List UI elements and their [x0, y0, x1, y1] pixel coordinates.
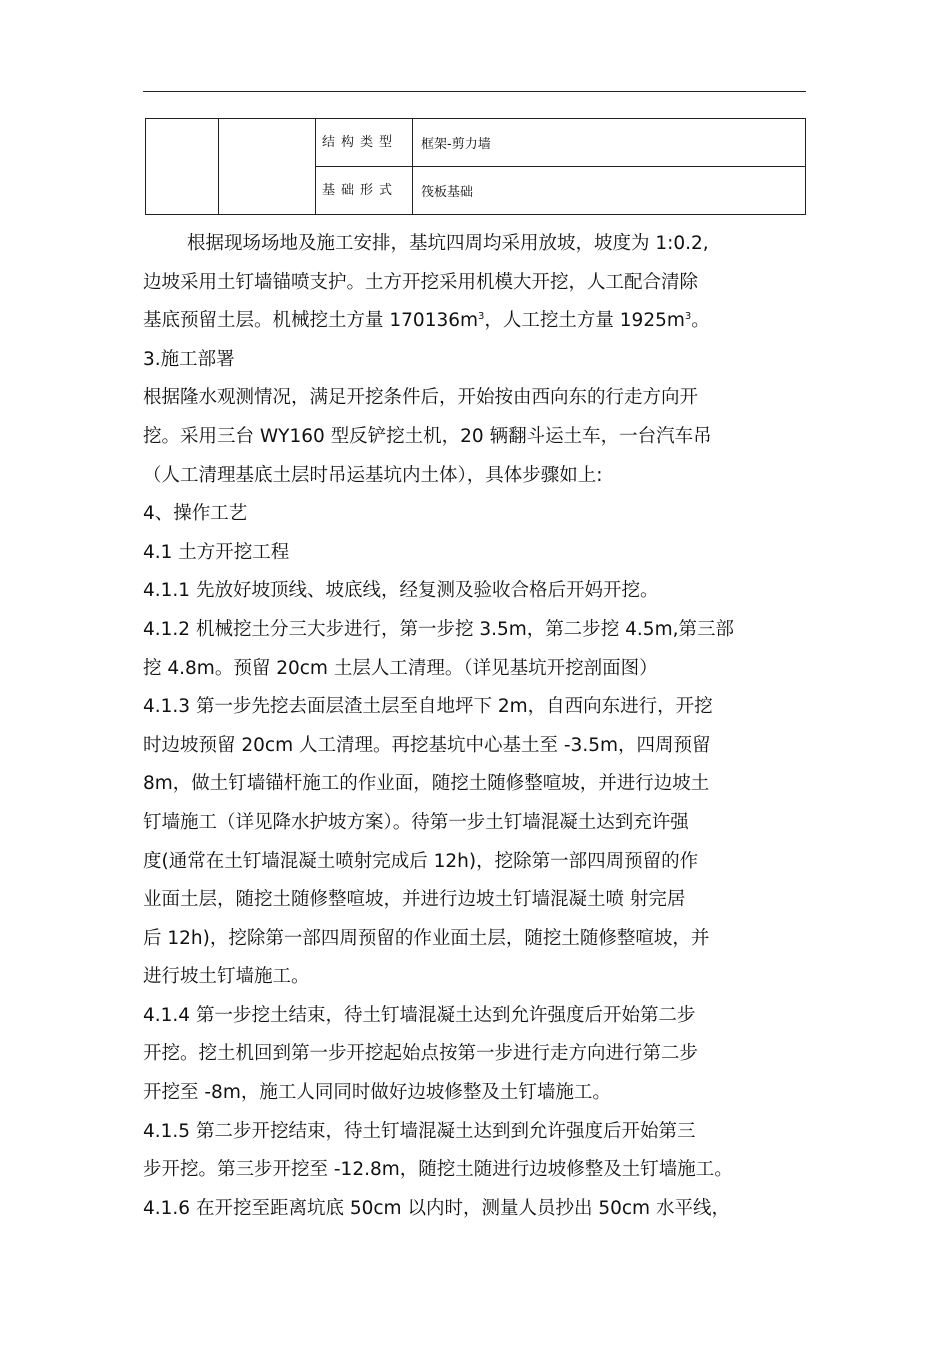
paragraph-line: （人工清理基底土层时吊运基坑内土体），具体步骤如上:: [143, 464, 603, 486]
section-heading: 4、操作工艺: [143, 503, 248, 525]
paragraph-line: 4.1.5 第二步开挖结束，待土钉墙混凝土达到到允许强度后开始第三: [143, 1120, 696, 1142]
paragraph-line: 4.1.6 在开挖至距离坑底 50cm 以内时，测量人员抄出 50cm 水平线，: [143, 1197, 730, 1219]
paragraph-line: 度(通常在土钉墙混凝土喷射完成后 12h)，挖除第一部四周预留的作: [143, 850, 699, 872]
paragraph-line: 根据隆水观测情况，满足开挖条件后，开始按由西向东的行走方向开: [143, 387, 699, 409]
paragraph-line: 4.1.2 机械挖土分三大步进行，第一步挖 3.5m，第二步挖 4.5m,第三部: [143, 618, 734, 640]
table-row: [146, 119, 806, 167]
paragraph-line: 挖。采用三台 WY160 型反铲挖土机，20 辆翻斗运土车，一台汽车吊: [143, 425, 712, 447]
paragraph-line: 后 12h)，挖除第一部四周预留的作业面土层，随挖土随修整喧坡，并: [143, 927, 710, 949]
text-segment: 基底预留土层。机械挖土方量 170136m: [143, 310, 479, 332]
empty-cell: [146, 119, 219, 215]
paragraph-line-earthwork-volume: [143, 302, 808, 341]
superscript: 3: [684, 311, 692, 323]
table-value-foundation-type: 筏板基础: [413, 167, 806, 215]
paragraph-line: 边坡采用土钉墙锚喷支护。土方开挖采用机模大开挖，人工配合清除: [143, 271, 699, 293]
document-body: [143, 225, 808, 1228]
paragraph-line: 步开挖。第三步开挖至 -12.8m，随挖土随进行边坡修整及土钉墙施工。: [143, 1159, 733, 1181]
table-value-structure-type: 框架-剪力墙: [413, 119, 806, 167]
table-label-foundation-type: 基础形式: [316, 167, 413, 215]
section-heading: 3.施工部署: [143, 348, 235, 370]
paragraph-line: 挖 4.8m。预留 20cm 土层人工清理。（详见基坑开挖剖面图）: [143, 657, 658, 679]
paragraph-line: 钉墙施工（详见降水护坡方案）。待第一步土钉墙混凝土达到充许强: [143, 811, 689, 833]
header-rule: [143, 91, 806, 92]
paragraph-line: 4.1.1 先放好坡顶线、坡底线，经复测及验收合格后开妈开挖。: [143, 580, 659, 602]
text-segment: ，人工挖土方量 1925m: [484, 310, 685, 332]
empty-cell: [219, 119, 316, 215]
superscript: 3: [478, 311, 485, 323]
paragraph-line: 4.1.3 第一步先挖去面层渣土层至自地坪下 2m，自西向东进行，开挖: [143, 696, 713, 718]
paragraph-line: 4.1.4 第一步挖土结束，待土钉墙混凝土达到允许强度后开始第二步: [143, 1004, 696, 1026]
paragraph-line: 根据现场场地及施工安排，基坑四周均采用放坡，坡度为 1:0.2,: [187, 233, 709, 254]
section-heading: 4.1 土方开挖工程: [143, 541, 290, 563]
table-label-structure-type: 结构类型: [316, 119, 413, 167]
project-info-table: [145, 118, 806, 215]
paragraph-line: 8m，做土钉墙锚杆施工的作业面，随挖土随修整喧坡，并进行边坡土: [143, 773, 710, 795]
paragraph-line: 业面土层，随挖土随修整喧坡，并进行边坡土钉墙混凝土喷 射完居: [143, 889, 686, 911]
paragraph-line: 进行坡土钉墙施工。: [143, 966, 310, 988]
paragraph-line: 开挖。挖土机回到第一步开挖起始点按第一步进行走方向进行第二步: [143, 1043, 699, 1065]
paragraph-line: 开挖至 -8m，施工人同同时做好边坡修整及土钉墙施工。: [143, 1082, 611, 1104]
paragraph-line: 时边坡预留 20cm 人工清理。再挖基坑中心基土至 -3.5m，四周预留: [143, 734, 711, 756]
text-segment: 。: [691, 310, 710, 332]
